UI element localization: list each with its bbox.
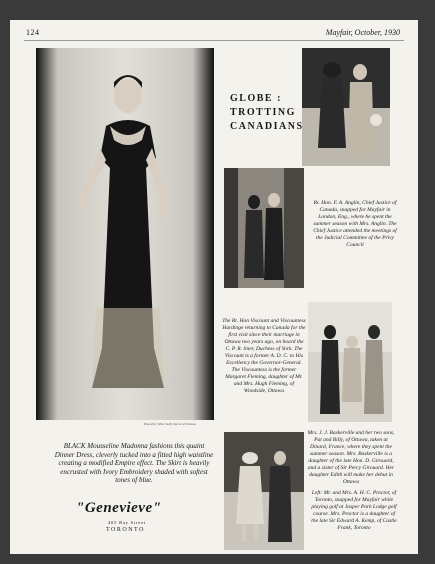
- couple-figures: [302, 48, 390, 166]
- brand-city: TORONTO: [106, 527, 145, 533]
- caption-viscount: The Rt. Hon Viscount and Viscountess Hardinge returning to Canada for the first visit since their marriage in Ottawa two years ago, on board the C. P. R. liner, Duchess of York. The Viscount is a former A. D. C. to His Excellency the Governor-General. The Viscountess is the former Margaret Fleming, daughter of Mr. and Mrs. Hugh Fleming, of Woodside, Ottawa: [222, 318, 306, 394]
- caption-baskerville: Mrs. J. J. Baskerville and her two sons, Pat and Billy, of Ottawa, taken at Dinard, France, where they spent the summer season. Mrs. Baskerville is a daughter of the late Hon. D. Girouard, and a sister of Sir Percy Girouard. Her daughter Edith will make her debut in Ottawa: [307, 430, 395, 485]
- ad-copy: BLACK Mousseline Madonna fashions this quaint Dinner Dress, cleverly tucked into a fitted high waistline creating a modified Empire effect. The Skirt is heavily encrusted with Ivory Embroidery shaded with softest tones of blue.: [54, 442, 214, 484]
- brand-name: "Genevieve": [76, 500, 162, 516]
- photo-proctor: [224, 432, 304, 550]
- brand-address: 405 Bay Street: [108, 520, 146, 525]
- header-rule: [24, 40, 404, 41]
- page-number: 124: [26, 28, 40, 37]
- viscount-figures: [224, 168, 304, 288]
- photo-baskerville: [308, 302, 392, 422]
- photo-credit: Posed by Miss Sally Davis of Ottawa: [144, 422, 196, 426]
- photo-anglin-top: [302, 48, 390, 166]
- magazine-date: Mayfair, October, 1930: [325, 28, 400, 37]
- feature-title: [230, 92, 304, 134]
- photo-viscount: [224, 168, 304, 288]
- title-line-2: TROTTING: [230, 107, 296, 118]
- caption-proctor: Left: Mr. and Mrs. A. H. C. Proctor, of Toronto, snapped for Mayfair while playing golf at Jasper Park Lodge golf course. Mrs. Proctor is a daughter of the late Sir Edward A. Kemp, of Castle Frank, Toronto: [311, 490, 397, 531]
- title-line-3: CANADIANS: [230, 121, 304, 132]
- caption-anglin: Rt. Hon. F. A. Anglin, Chief Justice of Canada, snapped for Mayfair in London, Eng., where he spent the summer season with Mrs. Anglin. The Chief Justice attended the meetings of the Judicial Committee of the Privy Council: [313, 200, 397, 248]
- title-line-1: GLOBE :: [230, 93, 282, 104]
- proctor-figures: [224, 432, 304, 550]
- dress-figure: [36, 48, 214, 420]
- dress-photo: [36, 48, 214, 420]
- magazine-page: [10, 20, 418, 554]
- baskerville-figures: [308, 302, 392, 422]
